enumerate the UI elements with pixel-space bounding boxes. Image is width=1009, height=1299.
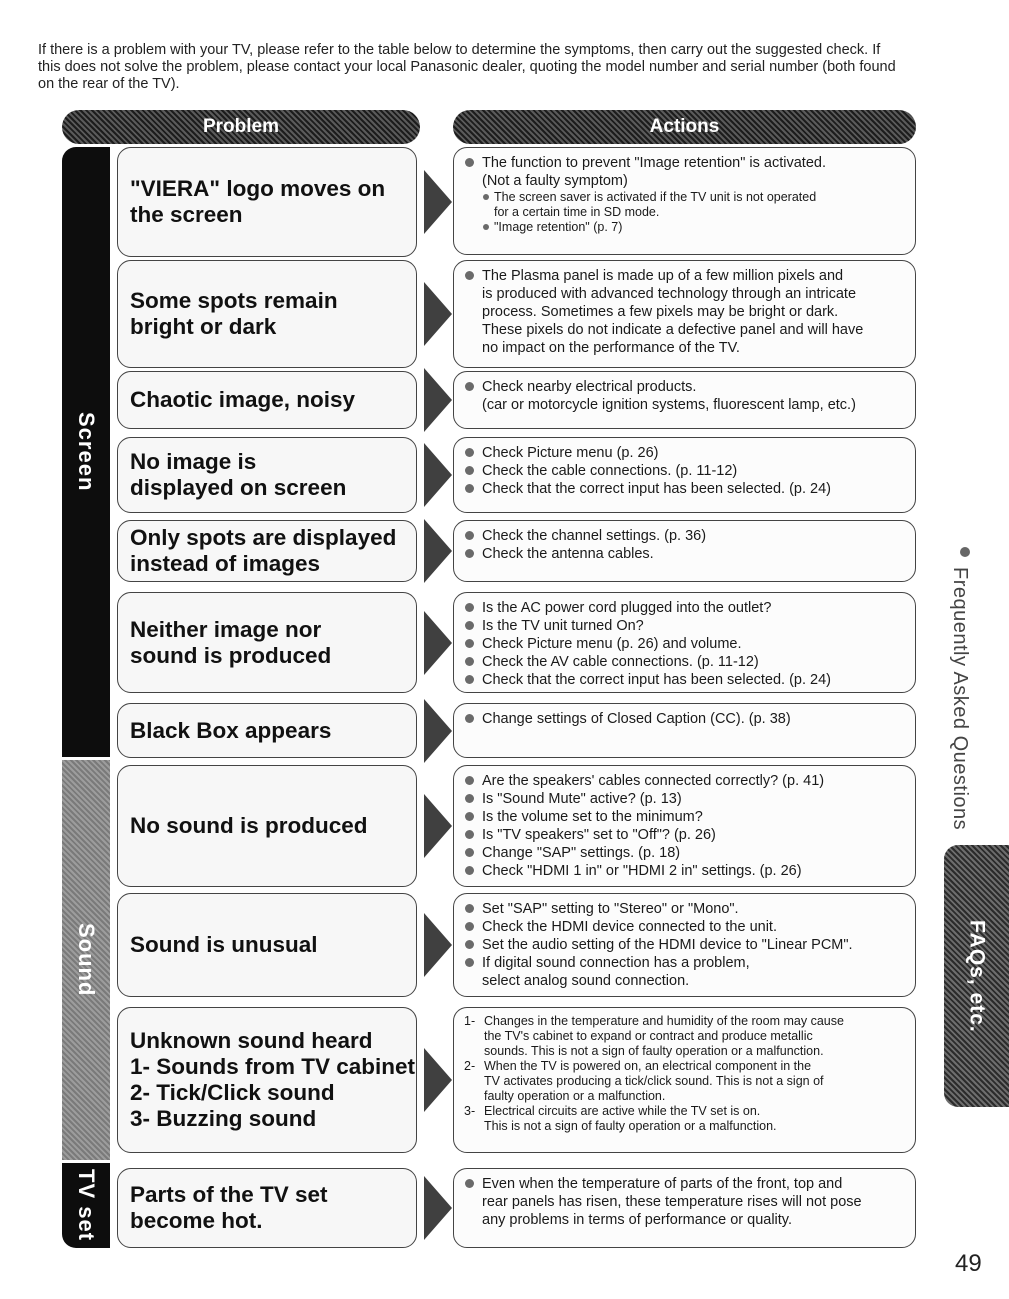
problem-box bbox=[117, 893, 417, 997]
faq-title: Frequently Asked Questions bbox=[949, 567, 971, 831]
actions-box bbox=[453, 437, 916, 513]
action-item: Check the antenna cables. bbox=[464, 545, 905, 563]
problem-text bbox=[118, 387, 355, 413]
action-number: 2- bbox=[464, 1059, 476, 1073]
problem-box bbox=[117, 147, 417, 257]
action-numbered-item bbox=[464, 1104, 905, 1119]
action-item: If digital sound connection has a problem, bbox=[464, 954, 905, 972]
action-item: Is "Sound Mute" active? (p. 13) bbox=[464, 790, 905, 808]
action-text: select analog sound connection. bbox=[482, 973, 690, 989]
action-item: Check the channel settings. (p. 36) bbox=[464, 527, 905, 545]
problem-box bbox=[117, 1007, 417, 1153]
action-text: These pixels do not indicate a defective panel and will have bbox=[482, 322, 864, 338]
actions-box bbox=[453, 592, 916, 693]
actions-box bbox=[453, 147, 916, 255]
problem-line: 3- Buzzing sound bbox=[130, 1106, 317, 1131]
action-item: Set "SAP" setting to "Stereo" or "Mono". bbox=[464, 900, 905, 918]
problem-line: instead of images bbox=[130, 551, 321, 576]
faq-tab[interactable] bbox=[944, 845, 1009, 1107]
action-item: The Plasma panel is made up of a few million pixels and bbox=[464, 267, 905, 285]
problem-line: No sound is produced bbox=[130, 813, 368, 838]
problem-box bbox=[117, 437, 417, 513]
actions-box bbox=[453, 520, 916, 582]
action-item: Check the HDMI device connected to the unit. bbox=[464, 918, 905, 936]
problem-box bbox=[117, 520, 417, 582]
action-number-text: When the TV is powered on, an electrical component in the bbox=[484, 1059, 812, 1073]
actions-box bbox=[453, 703, 916, 758]
problem-line: become hot. bbox=[130, 1208, 263, 1233]
actions-header: Actions bbox=[453, 110, 916, 144]
problem-line: 2- Tick/Click sound bbox=[130, 1080, 335, 1105]
arrow-right-icon bbox=[424, 170, 452, 234]
action-item: Check that the correct input has been selected. (p. 24) bbox=[464, 671, 905, 689]
problem-text bbox=[118, 288, 338, 340]
action-item: Set the audio setting of the HDMI device to "Linear PCM". bbox=[464, 936, 905, 954]
action-number-text: Electrical circuits are active while the TV set is on. bbox=[484, 1104, 761, 1118]
action-item: Is the AC power cord plugged into the outlet? bbox=[464, 599, 905, 617]
action-item: Even when the temperature of parts of the front, top and bbox=[464, 1175, 905, 1193]
actions-box bbox=[453, 765, 916, 887]
problem-line: Black Box appears bbox=[130, 717, 332, 743]
actions-box bbox=[453, 1007, 916, 1153]
problem-line: the screen bbox=[130, 202, 243, 227]
problem-line: Chaotic image, noisy bbox=[130, 387, 356, 412]
action-text: process. Sometimes a few pixels may be bright or dark. bbox=[482, 304, 839, 320]
action-item: Change settings of Closed Caption (CC). (p. 38) bbox=[464, 710, 905, 728]
problem-line: Sound is unusual bbox=[130, 932, 318, 957]
action-numbered-cont: faulty operation or a malfunction. bbox=[484, 1089, 666, 1103]
problem-line: Unknown sound heard bbox=[130, 1028, 373, 1053]
action-text: (car or motorcycle ignition systems, fluorescent lamp, etc.) bbox=[482, 397, 856, 413]
category-sound-label: Sound bbox=[74, 923, 99, 997]
problem-box bbox=[117, 592, 417, 693]
actions-box bbox=[453, 893, 916, 997]
action-text: any problems in terms of performance or quality. bbox=[482, 1212, 793, 1228]
problem-text bbox=[118, 932, 318, 958]
action-number: 1- bbox=[464, 1014, 476, 1028]
category-sound bbox=[62, 760, 110, 1160]
problem-line: Neither image nor bbox=[130, 616, 322, 642]
action-number: 3- bbox=[464, 1104, 476, 1118]
problem-line: bright or dark bbox=[130, 314, 277, 339]
arrow-right-icon bbox=[424, 443, 452, 507]
action-subitem-cont: for a certain time in SD mode. bbox=[494, 205, 660, 219]
arrow-right-icon bbox=[424, 282, 452, 346]
problem-box bbox=[117, 703, 417, 758]
problem-line: displayed on screen bbox=[130, 475, 347, 500]
action-item: Change "SAP" settings. (p. 18) bbox=[464, 844, 905, 862]
arrow-right-icon bbox=[424, 699, 452, 763]
problem-line: "VIERA" logo moves on bbox=[130, 176, 386, 201]
problem-text bbox=[118, 718, 331, 744]
action-item: Are the speakers' cables connected correctly? (p. 41) bbox=[464, 772, 905, 790]
problem-line: 1- Sounds from TV cabinet bbox=[130, 1054, 416, 1079]
action-subitem: "Image retention" (p. 7) bbox=[464, 220, 905, 235]
problem-box bbox=[117, 371, 417, 429]
action-item: Check nearby electrical products. bbox=[464, 378, 905, 396]
problem-line: sound is produced bbox=[130, 642, 332, 668]
problem-box bbox=[117, 1168, 417, 1248]
category-screen-label: Screen bbox=[74, 412, 99, 492]
problem-line: No image is bbox=[130, 449, 257, 474]
problem-box bbox=[117, 260, 417, 368]
action-text: is produced with advanced technology through an intricate bbox=[482, 286, 857, 302]
problem-text bbox=[118, 617, 331, 669]
action-item: Is "TV speakers" set to "Off"? (p. 26) bbox=[464, 826, 905, 844]
action-numbered-item bbox=[464, 1014, 905, 1029]
category-tv-set-label: TV set bbox=[74, 1169, 99, 1242]
intro-text: If there is a problem with your TV, please refer to the table below to determine the symptoms, then carry out the suggested check. If this does not solve the problem, please contact your local Panasonic dealer, quoting the model number and serial number (both found on the rear of the TV). bbox=[38, 42, 896, 92]
arrow-right-icon bbox=[424, 611, 452, 675]
action-numbered-item bbox=[464, 1059, 905, 1074]
action-item: Check the AV cable connections. (p. 11-12) bbox=[464, 653, 905, 671]
arrow-right-icon bbox=[424, 1048, 452, 1112]
action-text: rear panels has risen, these temperature rises will not pose bbox=[482, 1194, 862, 1210]
faq-bullet-icon bbox=[960, 547, 970, 557]
action-item: Check Picture menu (p. 26) and volume. bbox=[464, 635, 905, 653]
category-tv-set bbox=[62, 1163, 110, 1248]
action-text: (Not a faulty symptom) bbox=[482, 173, 628, 189]
arrow-right-icon bbox=[424, 368, 452, 432]
arrow-right-icon bbox=[424, 913, 452, 977]
problem-text bbox=[118, 1182, 328, 1234]
actions-box bbox=[453, 371, 916, 429]
problem-box bbox=[117, 765, 417, 887]
arrow-right-icon bbox=[424, 1176, 452, 1240]
page-number: 49 bbox=[955, 1250, 982, 1277]
action-numbered-cont: the TV's cabinet to expand or contract and produce metallic bbox=[484, 1029, 813, 1043]
action-item: Check the cable connections. (p. 11-12) bbox=[464, 462, 905, 480]
action-numbered-cont: sounds. This is not a sign of faulty operation or a malfunction. bbox=[484, 1044, 824, 1058]
actions-box bbox=[453, 1168, 916, 1248]
action-item: Check "HDMI 1 in" or "HDMI 2 in" settings. (p. 26) bbox=[464, 862, 905, 880]
problem-text bbox=[118, 1028, 415, 1132]
problem-text bbox=[118, 176, 385, 228]
arrow-right-icon bbox=[424, 794, 452, 858]
actions-box bbox=[453, 260, 916, 368]
action-number-text: Changes in the temperature and humidity of the room may cause bbox=[484, 1014, 844, 1028]
problem-line: Some spots remain bbox=[130, 288, 338, 313]
arrow-right-icon bbox=[424, 519, 452, 583]
action-item: Is the TV unit turned On? bbox=[464, 617, 905, 635]
problem-line: Only spots are displayed bbox=[130, 525, 397, 550]
category-screen bbox=[62, 147, 110, 757]
action-text: no impact on the performance of the TV. bbox=[482, 340, 740, 356]
action-subitem: The screen saver is activated if the TV unit is not operated bbox=[464, 190, 905, 205]
problem-header: Problem bbox=[62, 110, 420, 144]
problem-line: Parts of the TV set bbox=[130, 1182, 328, 1207]
faq-tab-label: FAQs, etc. bbox=[965, 919, 989, 1033]
action-item: The function to prevent "Image retention" is activated. bbox=[464, 154, 905, 172]
problem-text bbox=[118, 525, 396, 577]
action-numbered-cont: This is not a sign of faulty operation or a malfunction. bbox=[484, 1119, 777, 1133]
problem-text bbox=[118, 449, 346, 501]
problem-text bbox=[118, 813, 368, 839]
action-item: Check that the correct input has been selected. (p. 24) bbox=[464, 480, 905, 498]
action-item: Is the volume set to the minimum? bbox=[464, 808, 905, 826]
action-item: Check Picture menu (p. 26) bbox=[464, 444, 905, 462]
action-numbered-cont: TV activates producing a tick/click sound. This is not a sign of bbox=[484, 1074, 824, 1088]
